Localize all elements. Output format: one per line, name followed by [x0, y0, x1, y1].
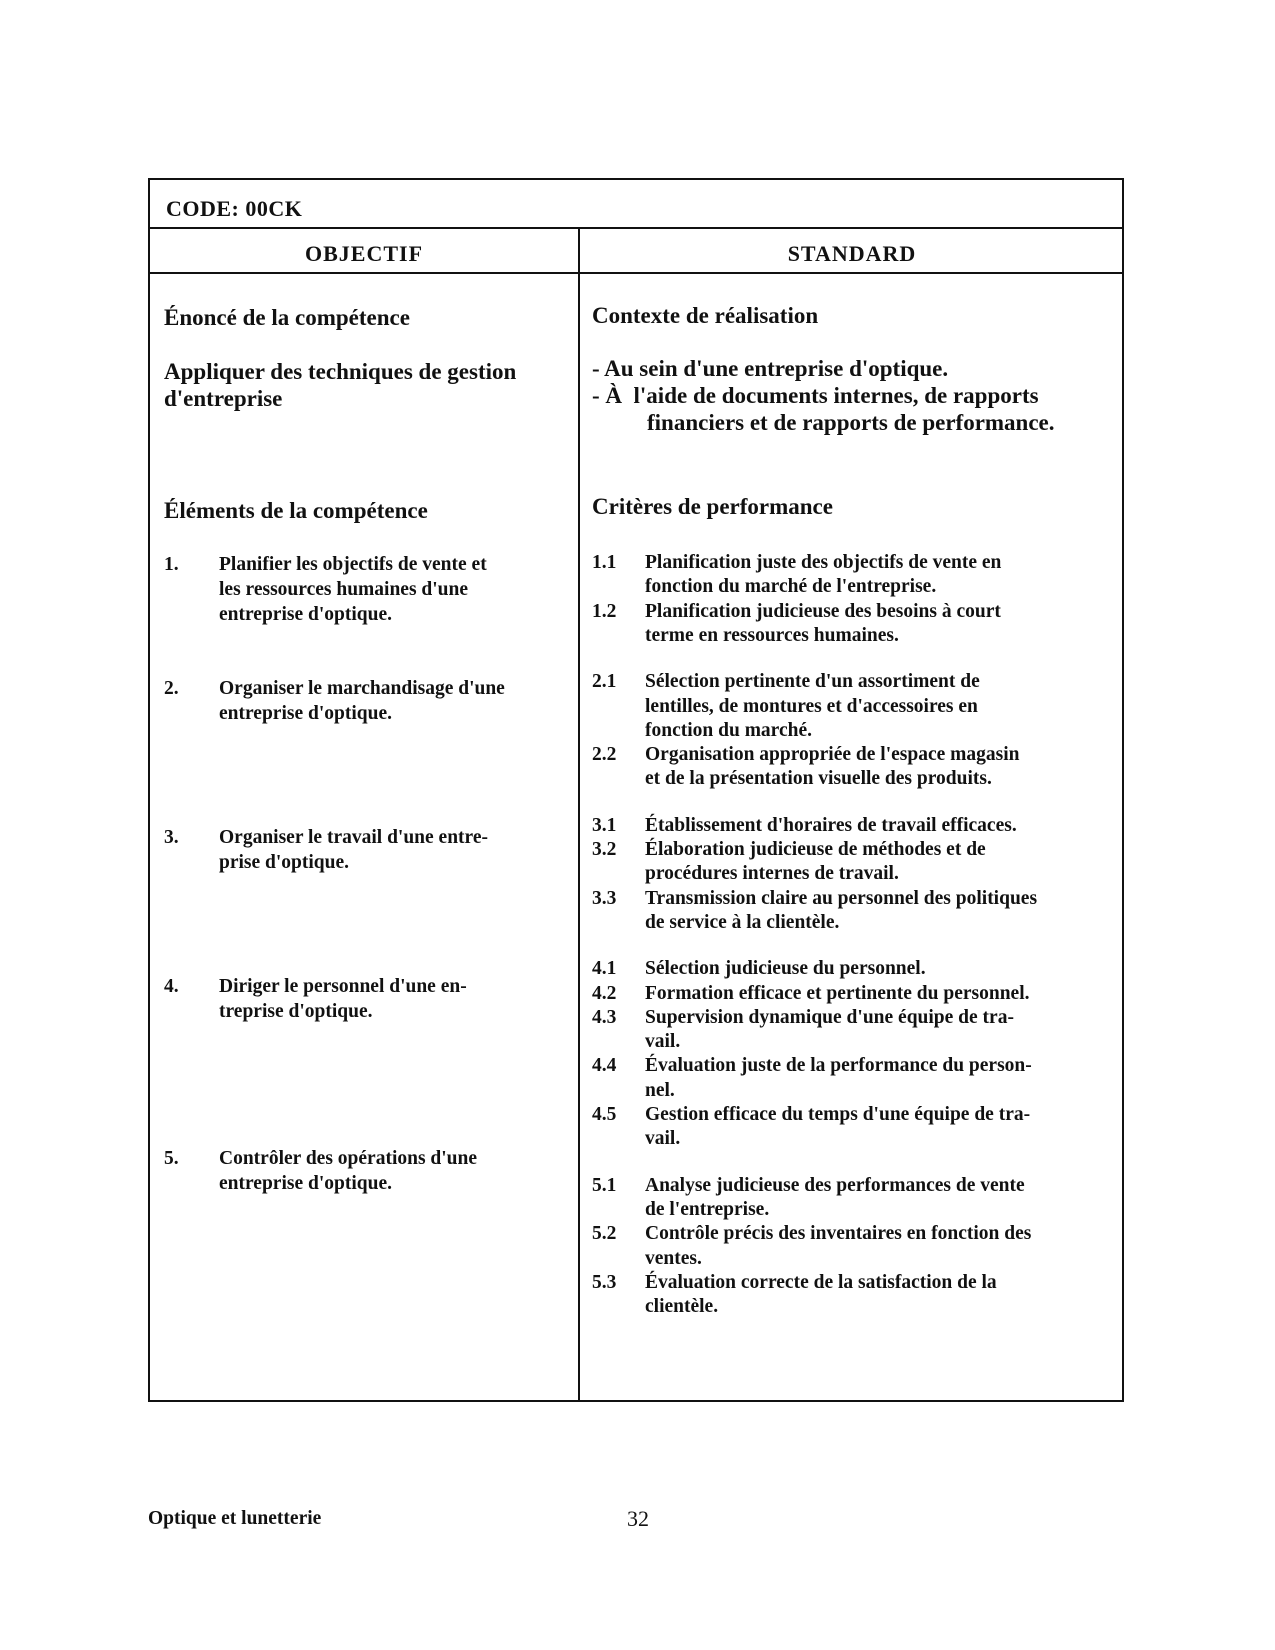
- element-line: Planifier les objectifs de vente et: [219, 554, 487, 575]
- contexte-line-2: - À l'aide de documents internes, de rapports: [592, 383, 1039, 408]
- contexte-line-1: - Au sein d'une entreprise d'optique.: [592, 356, 949, 381]
- column-header-standard: STANDARD: [787, 241, 917, 266]
- critere-line: terme en ressources humaines.: [645, 624, 899, 646]
- contexte-line-3: financiers et de rapports de performance.: [647, 410, 1055, 435]
- critere-number: 5.1: [592, 1174, 617, 1196]
- page-number: 32: [627, 1506, 649, 1531]
- column-divider: [578, 227, 580, 1400]
- critere-line: fonction du marché.: [645, 719, 813, 741]
- critere-line: fonction du marché de l'entreprise.: [645, 576, 937, 598]
- critere-line: Analyse judicieuse des performances de vente: [645, 1174, 1025, 1196]
- enonce-line-2: d'entreprise: [164, 386, 283, 411]
- critere-number: 4.5: [592, 1104, 617, 1125]
- critere-number: 1.1: [592, 552, 617, 573]
- element-line: prise d'optique.: [219, 852, 350, 873]
- critere-line: Gestion efficace du temps d'une équipe de tra-: [645, 1104, 1031, 1125]
- critere-line: ventes.: [645, 1247, 702, 1269]
- footer-title: Optique et lunetterie: [148, 1508, 322, 1529]
- critere-number: 4.2: [592, 982, 617, 1004]
- critere-line: Organisation appropriée de l'espace magasin: [645, 744, 1020, 766]
- element-line: entreprise d'optique.: [219, 703, 392, 724]
- critere-number: 3.3: [592, 887, 617, 909]
- critere-line: Évaluation juste de la performance du person-: [645, 1055, 1032, 1077]
- critere-line: Évaluation correcte de la satisfaction de la: [645, 1271, 997, 1293]
- critere-line: procédures internes de travail.: [645, 863, 899, 885]
- critere-line: Planification judicieuse des besoins à court: [645, 600, 1001, 622]
- element-number: 4.: [164, 976, 179, 997]
- critere-number: 5.2: [592, 1223, 617, 1245]
- enonce-line-1: Appliquer des techniques de gestion: [164, 359, 517, 384]
- element-line: entreprise d'optique.: [219, 1173, 392, 1194]
- critere-line: lentilles, de montures et d'accessoires en: [645, 695, 978, 717]
- critere-number: 2.2: [592, 744, 617, 766]
- criteres-title: Critères de performance: [592, 494, 833, 519]
- critere-line: vail.: [645, 1031, 681, 1053]
- contexte-title: Contexte de réalisation: [592, 303, 819, 328]
- competency-code: CODE: 00CK: [166, 196, 303, 221]
- critere-line: vail.: [645, 1128, 681, 1150]
- element-line: treprise d'optique.: [219, 1001, 373, 1022]
- critere-number: 2.1: [592, 671, 617, 693]
- critere-line: et de la présentation visuelle des produits.: [645, 768, 992, 790]
- critere-number: 3.2: [592, 839, 617, 860]
- enonce-title: Énoncé de la compétence: [164, 305, 410, 330]
- critere-line: Établissement d'horaires de travail efficaces.: [645, 814, 1017, 836]
- element-line: Organiser le travail d'une entre-: [219, 827, 488, 848]
- element-line: entreprise d'optique.: [219, 604, 392, 625]
- element-number: 3.: [164, 827, 179, 848]
- critere-line: Contrôle précis des inventaires en fonction des: [645, 1223, 1032, 1245]
- critere-line: nel.: [645, 1079, 675, 1101]
- critere-line: Élaboration judicieuse de méthodes et de: [645, 839, 986, 860]
- critere-line: clientèle.: [645, 1296, 719, 1318]
- critere-number: 5.3: [592, 1271, 617, 1293]
- element-number: 5.: [164, 1148, 179, 1169]
- critere-line: Supervision dynamique d'une équipe de tra-: [645, 1006, 1014, 1028]
- critere-line: de service à la clientèle.: [645, 911, 840, 933]
- element-line: Organiser le marchandisage d'une: [219, 678, 505, 699]
- critere-line: Formation efficace et pertinente du personnel.: [645, 982, 1030, 1004]
- code-row: [150, 180, 1122, 229]
- critere-number: 3.1: [592, 814, 617, 836]
- critere-line: Sélection judicieuse du personnel.: [645, 958, 926, 980]
- element-line: Diriger le personnel d'une en-: [219, 976, 467, 997]
- critere-number: 4.4: [592, 1055, 617, 1077]
- critere-number: 1.2: [592, 600, 617, 622]
- critere-line: de l'entreprise.: [645, 1198, 770, 1220]
- element-number: 1.: [164, 554, 179, 575]
- critere-line: Planification juste des objectifs de vente en: [645, 552, 1002, 573]
- critere-number: 4.3: [592, 1006, 617, 1028]
- critere-number: 4.1: [592, 958, 617, 980]
- element-number: 2.: [164, 678, 179, 699]
- header-row: [150, 227, 1122, 274]
- competency-table: [148, 178, 1124, 1402]
- critere-line: Transmission claire au personnel des politiques: [645, 887, 1038, 909]
- critere-line: Sélection pertinente d'un assortiment de: [645, 671, 980, 693]
- element-line: Contrôler des opérations d'une: [219, 1148, 478, 1169]
- element-line: les ressources humaines d'une: [219, 579, 469, 600]
- elements-title: Éléments de la compétence: [164, 498, 428, 523]
- column-header-objectif: OBJECTIF: [304, 241, 424, 266]
